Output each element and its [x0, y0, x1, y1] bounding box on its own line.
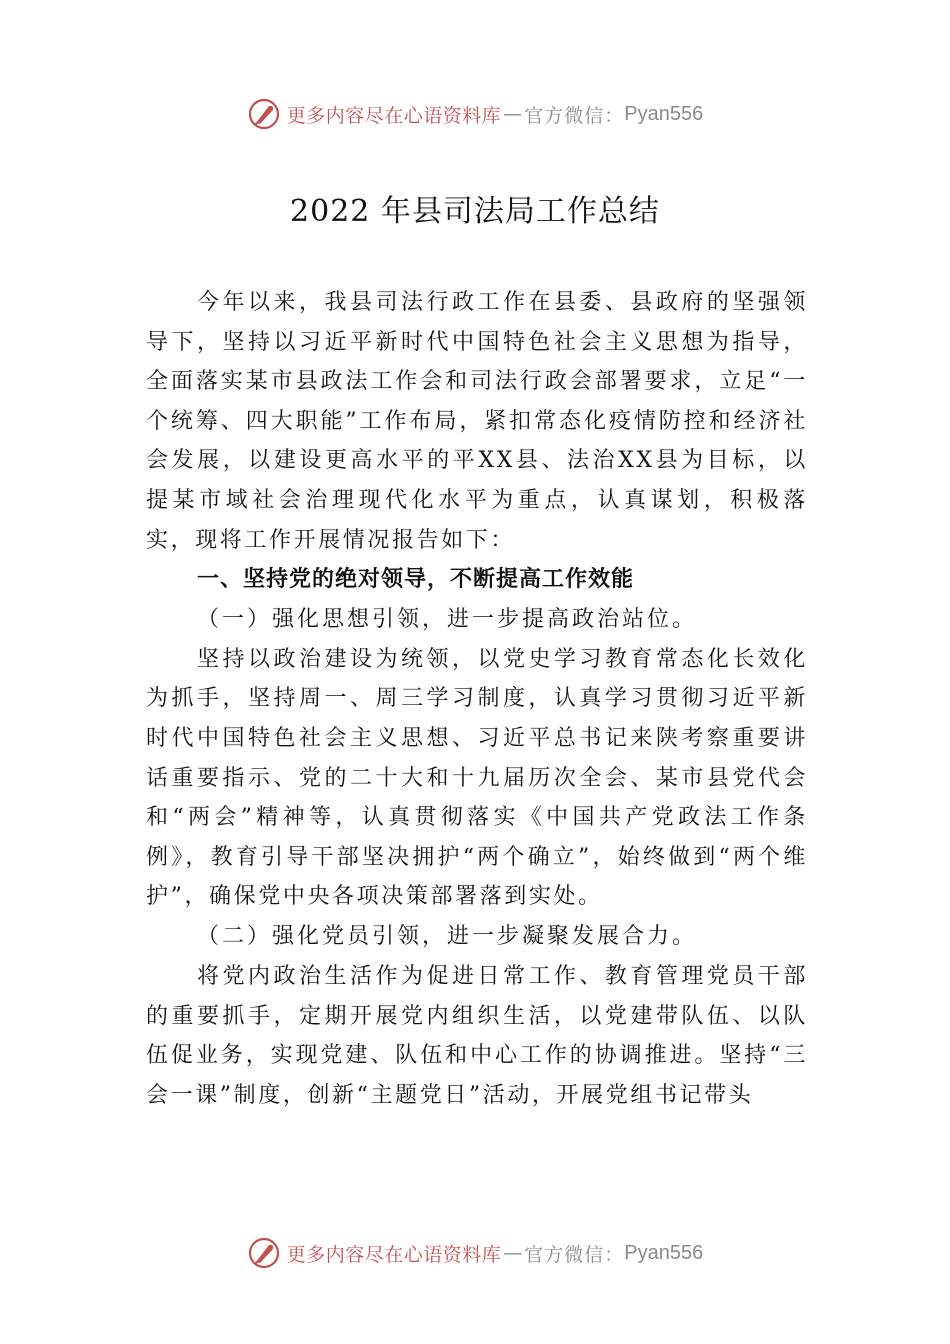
document-title: 2022 年县司法局工作总结: [290, 194, 660, 229]
wechat-id: Pyan556: [624, 1241, 704, 1264]
watermark-text: 更多内容尽在心语资料库: [286, 104, 502, 127]
subsection-heading-2: （二）强化党员引领，进一步凝聚发展合力。: [197, 923, 698, 949]
watermark-separator: —: [503, 103, 523, 125]
wechat-id: Pyan556: [624, 102, 704, 125]
subsection-paragraph-2: 将党内政治生活作为促进日常工作、教育管理党员干部的重要抓手，定期开展党内组织生活，以党建带队伍、以队伍促业务，实现党建、队伍和中心工作的协调推进。坚持“三会一课”制度，创新“主题党日”活动，开展党组书记带头: [146, 963, 808, 1108]
watermark-banner-top: [0, 92, 950, 136]
watermark-text: 更多内容尽在心语资料库: [286, 1243, 502, 1266]
subsection-paragraph-1: 坚持以政治建设为统领，以党史学习教育常态化长效化为抓手，坚持周一、周三学习制度，认真学习贯彻习近平新时代中国特色社会主义思想、习近平总书记来陕考察重要讲话重要指示、党的二十大和十九届历次全会、某市县党代会和“两会”精神等，认真贯彻落实《中国共产党政法工作条例》，教育引导干部坚决拥护“两个确立”，始终做到“两个维护”，确保党中央各项决策部署落到实处。: [146, 646, 808, 910]
subsection-heading-1: （一）强化思想引领，进一步提高政治站位。: [197, 606, 698, 632]
intro-paragraph: 今年以来，我县司法行政工作在县委、县政府的坚强领导下，坚持以习近平新时代中国特色社会主义思想为指导， 全面落实某市县政法工作会和司法行政会部署要求，立足“一个统筹、四大职能”工作布局，紧扣常态化疫情防控和经济社会发展，以建设更高水平的平XX县、法治XX县为目标，以提某市域社会治理现代化水平为重点，认真谋划，积极落实，现将工作开展情况报告如下：: [146, 290, 808, 553]
quill-pen-logo-icon: [247, 1236, 281, 1270]
document-body: [146, 283, 808, 1115]
quill-pen-logo-icon: [247, 97, 281, 131]
watermark-separator: —: [503, 1242, 523, 1264]
watermark-banner-bottom: [0, 1231, 950, 1275]
wechat-label: 官方微信：: [524, 1243, 625, 1266]
section-heading-1: 一、坚持党的绝对领导，不断提高工作效能: [197, 567, 635, 593]
wechat-label: 官方微信：: [524, 104, 625, 127]
